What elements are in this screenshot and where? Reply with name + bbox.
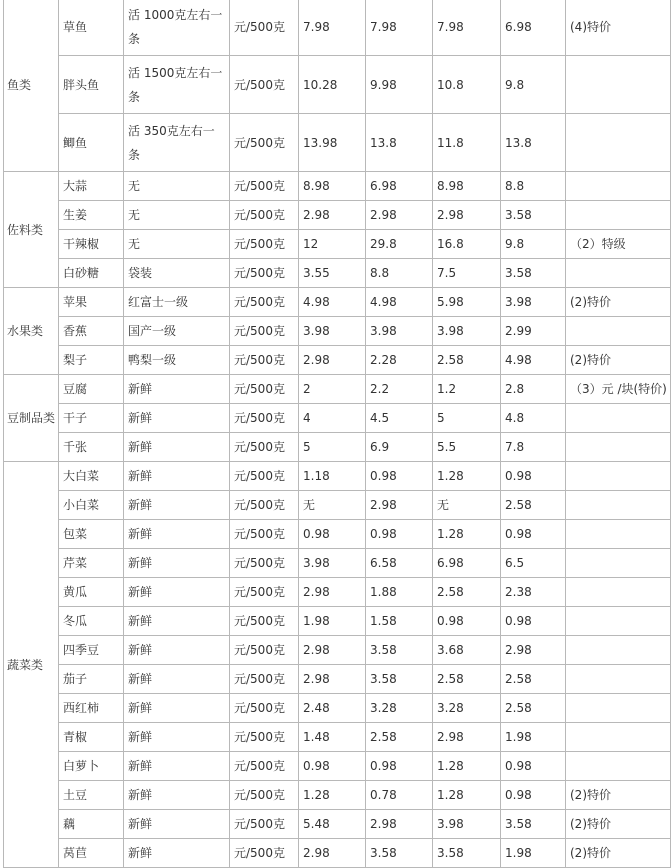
item-name-cell: 小白菜 — [59, 491, 124, 520]
item-spec-cell: 新鲜 — [124, 375, 230, 404]
note-cell — [566, 56, 671, 114]
price-cell-1: 7.98 — [299, 0, 366, 56]
price-cell-4: 0.98 — [501, 520, 566, 549]
price-cell-4: 6.98 — [501, 0, 566, 56]
price-cell-4: 3.58 — [501, 810, 566, 839]
price-cell-2: 0.78 — [366, 781, 433, 810]
note-cell — [566, 317, 671, 346]
note-cell — [566, 462, 671, 491]
price-unit-cell: 元/500克 — [230, 520, 299, 549]
price-cell-4: 1.98 — [501, 723, 566, 752]
note-cell — [566, 172, 671, 201]
table-row — [4, 578, 671, 607]
item-name-cell: 生姜 — [59, 201, 124, 230]
price-table — [3, 0, 671, 868]
price-cell-4: 2.98 — [501, 636, 566, 665]
price-cell-2: 0.98 — [366, 520, 433, 549]
price-cell-4: 3.98 — [501, 288, 566, 317]
price-cell-2: 3.28 — [366, 694, 433, 723]
price-cell-2: 6.98 — [366, 172, 433, 201]
price-unit-cell: 元/500克 — [230, 346, 299, 375]
price-cell-1: 0.98 — [299, 520, 366, 549]
price-cell-1: 1.98 — [299, 607, 366, 636]
table-row — [4, 172, 671, 201]
item-name-cell: 干子 — [59, 404, 124, 433]
item-spec-cell: 新鲜 — [124, 781, 230, 810]
price-cell-1: 2.98 — [299, 578, 366, 607]
price-cell-2: 8.8 — [366, 259, 433, 288]
price-cell-4: 9.8 — [501, 56, 566, 114]
price-unit-cell: 元/500克 — [230, 433, 299, 462]
price-cell-3: 1.2 — [433, 375, 501, 404]
item-name-cell: 藕 — [59, 810, 124, 839]
table-row — [4, 520, 671, 549]
item-spec-cell: 无 — [124, 201, 230, 230]
price-cell-4: 2.58 — [501, 491, 566, 520]
table-row — [4, 375, 671, 404]
item-spec-cell: 活 350克左右一条 — [124, 114, 230, 172]
price-cell-2: 29.8 — [366, 230, 433, 259]
price-cell-1: 2.98 — [299, 636, 366, 665]
price-cell-3: 5.98 — [433, 288, 501, 317]
item-name-cell: 豆腐 — [59, 375, 124, 404]
price-cell-1: 13.98 — [299, 114, 366, 172]
item-spec-cell: 无 — [124, 172, 230, 201]
item-spec-cell: 新鲜 — [124, 549, 230, 578]
item-name-cell: 梨子 — [59, 346, 124, 375]
price-cell-4: 2.38 — [501, 578, 566, 607]
price-cell-2: 9.98 — [366, 56, 433, 114]
price-cell-4: 0.98 — [501, 462, 566, 491]
price-unit-cell: 元/500克 — [230, 201, 299, 230]
item-name-cell: 苹果 — [59, 288, 124, 317]
table-row — [4, 0, 671, 56]
price-cell-4: 0.98 — [501, 752, 566, 781]
table-row — [4, 288, 671, 317]
category-cell: 佐料类 — [4, 172, 59, 288]
note-cell — [566, 201, 671, 230]
price-unit-cell: 元/500克 — [230, 723, 299, 752]
price-unit-cell: 元/500克 — [230, 810, 299, 839]
price-cell-3: 1.28 — [433, 752, 501, 781]
price-cell-3: 6.98 — [433, 549, 501, 578]
note-cell — [566, 114, 671, 172]
price-unit-cell: 元/500克 — [230, 404, 299, 433]
price-cell-1: 3.98 — [299, 549, 366, 578]
item-name-cell: 包菜 — [59, 520, 124, 549]
price-cell-2: 2.58 — [366, 723, 433, 752]
item-name-cell: 四季豆 — [59, 636, 124, 665]
item-spec-cell: 新鲜 — [124, 462, 230, 491]
note-cell — [566, 752, 671, 781]
price-cell-1: 0.98 — [299, 752, 366, 781]
price-cell-2: 3.98 — [366, 317, 433, 346]
price-cell-1: 无 — [299, 491, 366, 520]
price-unit-cell: 元/500克 — [230, 607, 299, 636]
price-cell-3: 2.58 — [433, 346, 501, 375]
table-row — [4, 607, 671, 636]
price-cell-1: 5 — [299, 433, 366, 462]
item-spec-cell: 活 1000克左右一条 — [124, 0, 230, 56]
price-cell-3: 8.98 — [433, 172, 501, 201]
price-cell-4: 13.8 — [501, 114, 566, 172]
price-cell-3: 0.98 — [433, 607, 501, 636]
price-cell-3: 3.58 — [433, 839, 501, 868]
price-cell-3: 2.58 — [433, 665, 501, 694]
item-name-cell: 冬瓜 — [59, 607, 124, 636]
item-spec-cell: 红富士一级 — [124, 288, 230, 317]
note-cell: (2)特价 — [566, 781, 671, 810]
item-spec-cell: 新鲜 — [124, 839, 230, 868]
item-spec-cell: 新鲜 — [124, 520, 230, 549]
item-spec-cell: 国产一级 — [124, 317, 230, 346]
table-row — [4, 230, 671, 259]
price-unit-cell: 元/500克 — [230, 578, 299, 607]
price-cell-1: 1.28 — [299, 781, 366, 810]
price-cell-3: 2.98 — [433, 723, 501, 752]
price-cell-2: 1.58 — [366, 607, 433, 636]
note-cell — [566, 259, 671, 288]
price-unit-cell: 元/500克 — [230, 375, 299, 404]
price-cell-1: 8.98 — [299, 172, 366, 201]
price-cell-1: 3.98 — [299, 317, 366, 346]
item-spec-cell: 鸭梨一级 — [124, 346, 230, 375]
note-cell — [566, 607, 671, 636]
table-row — [4, 491, 671, 520]
price-cell-3: 3.98 — [433, 810, 501, 839]
item-name-cell: 干辣椒 — [59, 230, 124, 259]
price-cell-3: 3.98 — [433, 317, 501, 346]
note-cell — [566, 578, 671, 607]
price-cell-3: 3.28 — [433, 694, 501, 723]
table-row — [4, 433, 671, 462]
note-cell: (2)特价 — [566, 839, 671, 868]
category-cell: 水果类 — [4, 288, 59, 375]
price-cell-1: 5.48 — [299, 810, 366, 839]
price-unit-cell: 元/500克 — [230, 549, 299, 578]
item-spec-cell: 袋装 — [124, 259, 230, 288]
table-row — [4, 781, 671, 810]
note-cell — [566, 694, 671, 723]
price-unit-cell: 元/500克 — [230, 839, 299, 868]
note-cell — [566, 520, 671, 549]
item-name-cell: 香蕉 — [59, 317, 124, 346]
price-cell-2: 2.98 — [366, 491, 433, 520]
price-cell-4: 2.8 — [501, 375, 566, 404]
price-cell-2: 4.98 — [366, 288, 433, 317]
table-row — [4, 810, 671, 839]
item-spec-cell: 新鲜 — [124, 578, 230, 607]
table-row — [4, 56, 671, 114]
price-cell-1: 2 — [299, 375, 366, 404]
item-spec-cell: 无 — [124, 230, 230, 259]
item-name-cell: 莴苣 — [59, 839, 124, 868]
table-row — [4, 839, 671, 868]
table-row — [4, 462, 671, 491]
price-cell-4: 8.8 — [501, 172, 566, 201]
note-cell: (4)特价 — [566, 0, 671, 56]
price-cell-1: 1.18 — [299, 462, 366, 491]
price-cell-2: 1.88 — [366, 578, 433, 607]
price-cell-3: 11.8 — [433, 114, 501, 172]
note-cell — [566, 404, 671, 433]
item-spec-cell: 新鲜 — [124, 752, 230, 781]
table-body — [4, 0, 671, 868]
price-cell-1: 2.98 — [299, 665, 366, 694]
price-cell-1: 2.98 — [299, 346, 366, 375]
price-cell-1: 4 — [299, 404, 366, 433]
price-cell-3: 16.8 — [433, 230, 501, 259]
note-cell: (2)特价 — [566, 288, 671, 317]
price-cell-4: 4.8 — [501, 404, 566, 433]
price-cell-2: 3.58 — [366, 665, 433, 694]
note-cell — [566, 549, 671, 578]
price-cell-2: 6.9 — [366, 433, 433, 462]
note-cell: （3）元 /块(特价) — [566, 375, 671, 404]
price-unit-cell: 元/500克 — [230, 230, 299, 259]
price-unit-cell: 元/500克 — [230, 636, 299, 665]
item-name-cell: 千张 — [59, 433, 124, 462]
table-row — [4, 752, 671, 781]
item-spec-cell: 新鲜 — [124, 607, 230, 636]
price-unit-cell: 元/500克 — [230, 752, 299, 781]
item-name-cell: 西红柿 — [59, 694, 124, 723]
price-cell-3: 7.5 — [433, 259, 501, 288]
price-cell-2: 2.98 — [366, 810, 433, 839]
price-unit-cell: 元/500克 — [230, 665, 299, 694]
item-spec-cell: 新鲜 — [124, 694, 230, 723]
price-cell-4: 6.5 — [501, 549, 566, 578]
price-cell-2: 2.2 — [366, 375, 433, 404]
item-name-cell: 土豆 — [59, 781, 124, 810]
item-name-cell: 鲫鱼 — [59, 114, 124, 172]
item-spec-cell: 新鲜 — [124, 810, 230, 839]
price-cell-1: 2.48 — [299, 694, 366, 723]
item-spec-cell: 新鲜 — [124, 433, 230, 462]
price-cell-4: 3.58 — [501, 201, 566, 230]
item-spec-cell: 新鲜 — [124, 723, 230, 752]
price-cell-4: 2.99 — [501, 317, 566, 346]
table-row — [4, 404, 671, 433]
price-cell-1: 2.98 — [299, 201, 366, 230]
table-row — [4, 636, 671, 665]
price-unit-cell: 元/500克 — [230, 694, 299, 723]
item-spec-cell: 新鲜 — [124, 665, 230, 694]
price-cell-3: 1.28 — [433, 520, 501, 549]
note-cell — [566, 636, 671, 665]
price-cell-3: 5.5 — [433, 433, 501, 462]
price-cell-4: 3.58 — [501, 259, 566, 288]
category-cell: 蔬菜类 — [4, 462, 59, 868]
item-name-cell: 草鱼 — [59, 0, 124, 56]
price-cell-1: 2.98 — [299, 839, 366, 868]
price-unit-cell: 元/500克 — [230, 491, 299, 520]
price-unit-cell: 元/500克 — [230, 0, 299, 56]
price-cell-2: 2.98 — [366, 201, 433, 230]
table-row — [4, 259, 671, 288]
price-cell-2: 6.58 — [366, 549, 433, 578]
price-cell-3: 2.98 — [433, 201, 501, 230]
table-row — [4, 201, 671, 230]
item-spec-cell: 新鲜 — [124, 491, 230, 520]
price-cell-4: 2.58 — [501, 694, 566, 723]
price-cell-4: 0.98 — [501, 607, 566, 636]
price-cell-1: 12 — [299, 230, 366, 259]
price-unit-cell: 元/500克 — [230, 259, 299, 288]
price-cell-3: 2.58 — [433, 578, 501, 607]
price-unit-cell: 元/500克 — [230, 288, 299, 317]
item-name-cell: 青椒 — [59, 723, 124, 752]
table-row — [4, 346, 671, 375]
price-cell-2: 3.58 — [366, 636, 433, 665]
note-cell: (2)特价 — [566, 810, 671, 839]
note-cell — [566, 665, 671, 694]
price-cell-3: 5 — [433, 404, 501, 433]
category-cell: 鱼类 — [4, 0, 59, 172]
price-cell-4: 7.8 — [501, 433, 566, 462]
price-cell-3: 3.68 — [433, 636, 501, 665]
note-cell: (2)特价 — [566, 346, 671, 375]
price-cell-2: 0.98 — [366, 462, 433, 491]
item-name-cell: 茄子 — [59, 665, 124, 694]
table-row — [4, 317, 671, 346]
price-cell-2: 7.98 — [366, 0, 433, 56]
item-spec-cell: 新鲜 — [124, 404, 230, 433]
price-cell-3: 无 — [433, 491, 501, 520]
category-cell: 豆制品类 — [4, 375, 59, 462]
price-cell-2: 4.5 — [366, 404, 433, 433]
price-cell-3: 1.28 — [433, 462, 501, 491]
price-cell-4: 9.8 — [501, 230, 566, 259]
table-row — [4, 114, 671, 172]
note-cell — [566, 433, 671, 462]
price-cell-1: 3.55 — [299, 259, 366, 288]
item-name-cell: 大蒜 — [59, 172, 124, 201]
price-cell-1: 4.98 — [299, 288, 366, 317]
price-cell-2: 0.98 — [366, 752, 433, 781]
price-unit-cell: 元/500克 — [230, 462, 299, 491]
price-unit-cell: 元/500克 — [230, 114, 299, 172]
item-spec-cell: 新鲜 — [124, 636, 230, 665]
price-cell-2: 2.28 — [366, 346, 433, 375]
table-row — [4, 723, 671, 752]
item-name-cell: 黄瓜 — [59, 578, 124, 607]
table-row — [4, 549, 671, 578]
price-cell-3: 1.28 — [433, 781, 501, 810]
price-cell-4: 0.98 — [501, 781, 566, 810]
price-unit-cell: 元/500克 — [230, 317, 299, 346]
note-cell — [566, 723, 671, 752]
price-cell-2: 3.58 — [366, 839, 433, 868]
price-cell-3: 10.8 — [433, 56, 501, 114]
price-cell-4: 4.98 — [501, 346, 566, 375]
item-name-cell: 大白菜 — [59, 462, 124, 491]
price-unit-cell: 元/500克 — [230, 781, 299, 810]
price-cell-2: 13.8 — [366, 114, 433, 172]
price-cell-4: 2.58 — [501, 665, 566, 694]
price-cell-3: 7.98 — [433, 0, 501, 56]
price-cell-1: 1.48 — [299, 723, 366, 752]
item-spec-cell: 活 1500克左右一条 — [124, 56, 230, 114]
table-row — [4, 694, 671, 723]
note-cell — [566, 491, 671, 520]
item-name-cell: 胖头鱼 — [59, 56, 124, 114]
price-cell-1: 10.28 — [299, 56, 366, 114]
note-cell: （2）特级 — [566, 230, 671, 259]
price-cell-4: 1.98 — [501, 839, 566, 868]
price-unit-cell: 元/500克 — [230, 172, 299, 201]
price-unit-cell: 元/500克 — [230, 56, 299, 114]
item-name-cell: 白砂糖 — [59, 259, 124, 288]
item-name-cell: 白萝卜 — [59, 752, 124, 781]
item-name-cell: 芹菜 — [59, 549, 124, 578]
table-row — [4, 665, 671, 694]
